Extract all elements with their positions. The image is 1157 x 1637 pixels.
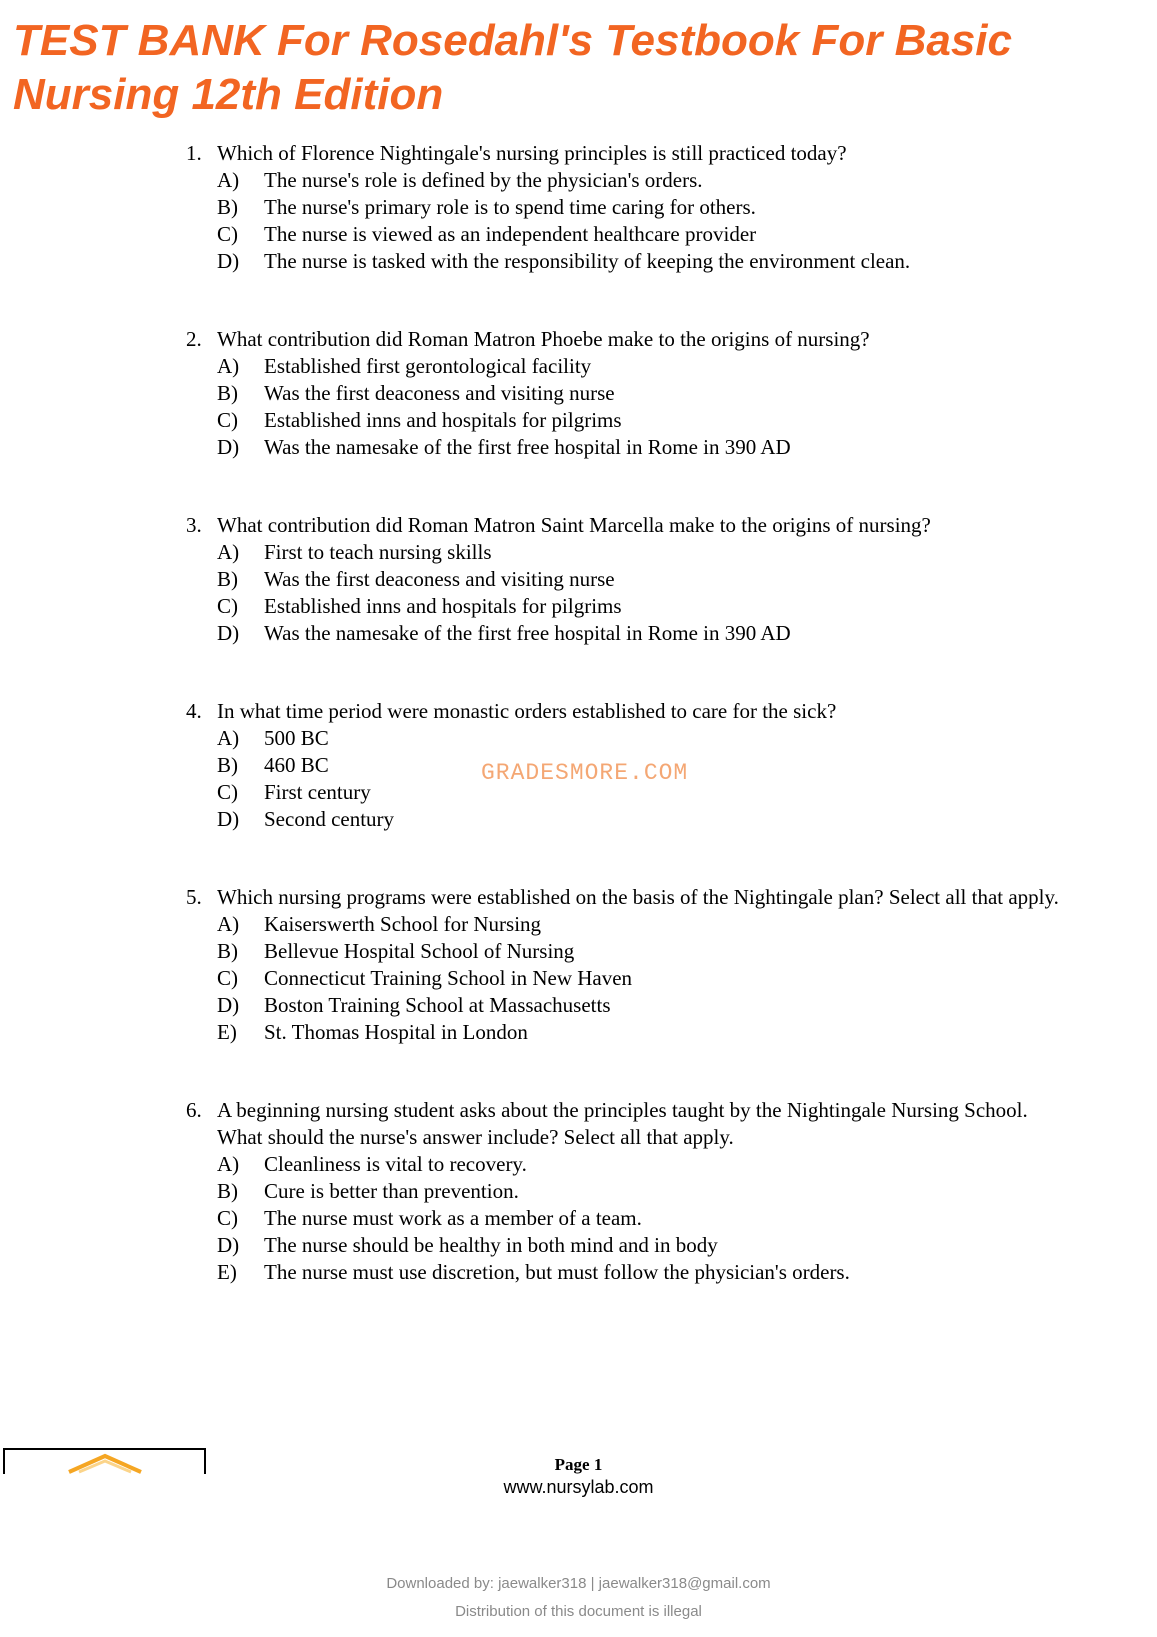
option-letter: C) bbox=[217, 594, 238, 618]
page-number: Page 1 bbox=[554, 1455, 603, 1474]
answer-option bbox=[186, 593, 1066, 620]
question-5 bbox=[186, 884, 1066, 1046]
site-url: www.nursylab.com bbox=[503, 1477, 654, 1497]
option-letter: C) bbox=[217, 1206, 238, 1230]
option-text: Cleanliness is vital to recovery. bbox=[264, 1152, 527, 1176]
download-notice: Downloaded by: jaewalker318 | jaewalker318@gmail.com bbox=[386, 1575, 771, 1592]
answer-option bbox=[186, 434, 1066, 461]
answer-option bbox=[186, 1205, 1066, 1232]
answer-option bbox=[186, 167, 1066, 194]
option-text: The nurse is viewed as an independent healthcare provider bbox=[264, 222, 757, 246]
option-text: Established first gerontological facility bbox=[264, 354, 592, 378]
question-1 bbox=[186, 140, 1066, 275]
option-text: Boston Training School at Massachusetts bbox=[264, 993, 611, 1017]
option-text: 460 BC bbox=[264, 753, 329, 777]
question-number: 2. bbox=[186, 327, 202, 351]
question-text: Which nursing programs were established on the basis of the Nightingale plan? Select all that apply. bbox=[217, 885, 1059, 909]
option-text: The nurse must work as a member of a team. bbox=[264, 1206, 642, 1230]
answer-option bbox=[186, 1178, 1066, 1205]
option-text: Established inns and hospitals for pilgrims bbox=[264, 594, 622, 618]
answer-option bbox=[186, 938, 1066, 965]
option-text: The nurse's role is defined by the physician's orders. bbox=[264, 168, 703, 192]
answer-option bbox=[186, 248, 1066, 275]
answer-option bbox=[186, 1151, 1066, 1178]
answer-option bbox=[186, 194, 1066, 221]
question-number: 3. bbox=[186, 513, 202, 537]
option-letter: B) bbox=[217, 1179, 238, 1203]
option-text: Kaiserswerth School for Nursing bbox=[264, 912, 542, 936]
option-letter: C) bbox=[217, 408, 238, 432]
option-letter: A) bbox=[217, 912, 240, 936]
option-text: Bellevue Hospital School of Nursing bbox=[264, 939, 575, 963]
option-text: Second century bbox=[264, 807, 395, 831]
document-title: TEST BANK For Rosedahl's Testbook For Basic Nursing 12th Edition bbox=[13, 16, 1012, 119]
question-text: Which of Florence Nightingale's nursing principles is still practiced today? bbox=[217, 141, 847, 165]
option-letter: A) bbox=[217, 1152, 240, 1176]
answer-option bbox=[186, 1019, 1066, 1046]
answer-option bbox=[186, 1232, 1066, 1259]
question-number: 4. bbox=[186, 699, 202, 723]
option-letter: C) bbox=[217, 966, 238, 990]
distribution-notice: Distribution of this document is illegal bbox=[455, 1603, 702, 1620]
question-number: 5. bbox=[186, 885, 202, 909]
option-text: The nurse is tasked with the responsibility of keeping the environment clean. bbox=[264, 249, 911, 273]
answer-option bbox=[186, 566, 1066, 593]
question-number: 1. bbox=[186, 141, 202, 165]
question-6 bbox=[186, 1097, 1066, 1286]
answer-option bbox=[186, 353, 1066, 380]
option-letter: D) bbox=[217, 435, 240, 459]
option-letter: B) bbox=[217, 381, 238, 405]
question-stem bbox=[186, 140, 1066, 167]
option-text: Was the namesake of the first free hospital in Rome in 390 AD bbox=[264, 621, 791, 645]
option-letter: A) bbox=[217, 726, 240, 750]
option-letter: A) bbox=[217, 168, 240, 192]
option-text: First to teach nursing skills bbox=[264, 540, 492, 564]
question-stem bbox=[186, 884, 1066, 911]
option-text: Connecticut Training School in New Haven bbox=[264, 966, 633, 990]
option-text: The nurse must use discretion, but must follow the physician's orders. bbox=[264, 1260, 850, 1284]
answer-option bbox=[186, 620, 1066, 647]
answer-option bbox=[186, 806, 1066, 833]
answer-option bbox=[186, 911, 1066, 938]
option-letter: B) bbox=[217, 567, 238, 591]
question-stem bbox=[186, 512, 1066, 539]
option-text: Established inns and hospitals for pilgrims bbox=[264, 408, 622, 432]
answer-option bbox=[186, 221, 1066, 248]
question-stem bbox=[186, 326, 1066, 353]
question-2 bbox=[186, 326, 1066, 461]
option-letter: D) bbox=[217, 249, 240, 273]
option-text: The nurse should be healthy in both mind and in body bbox=[264, 1233, 718, 1257]
option-text: The nurse's primary role is to spend time caring for others. bbox=[264, 195, 756, 219]
answer-option bbox=[186, 965, 1066, 992]
answer-option bbox=[186, 725, 1066, 752]
option-text: Cure is better than prevention. bbox=[264, 1179, 519, 1203]
option-letter: C) bbox=[217, 222, 238, 246]
question-number: 6. bbox=[186, 1098, 202, 1122]
option-letter: A) bbox=[217, 354, 240, 378]
option-letter: D) bbox=[217, 1233, 240, 1257]
option-letter: A) bbox=[217, 540, 240, 564]
option-text: First century bbox=[264, 780, 371, 804]
option-text: St. Thomas Hospital in London bbox=[264, 1020, 528, 1044]
answer-option bbox=[186, 380, 1066, 407]
answer-option bbox=[186, 992, 1066, 1019]
option-text: Was the first deaconess and visiting nurse bbox=[264, 381, 615, 405]
option-letter: B) bbox=[217, 939, 238, 963]
question-stem bbox=[186, 698, 1066, 725]
option-letter: B) bbox=[217, 195, 238, 219]
question-3 bbox=[186, 512, 1066, 647]
answer-option bbox=[186, 407, 1066, 434]
option-letter: B) bbox=[217, 753, 238, 777]
option-letter: E) bbox=[217, 1020, 237, 1044]
option-text: Was the namesake of the first free hospital in Rome in 390 AD bbox=[264, 435, 791, 459]
option-letter: D) bbox=[217, 621, 240, 645]
option-letter: E) bbox=[217, 1260, 237, 1284]
option-text: Was the first deaconess and visiting nurse bbox=[264, 567, 615, 591]
question-list bbox=[186, 140, 1066, 1286]
option-text: 500 BC bbox=[264, 726, 329, 750]
option-letter: D) bbox=[217, 807, 240, 831]
watermark-text: GRADESMORE.COM bbox=[481, 760, 689, 786]
answer-option bbox=[186, 539, 1066, 566]
option-letter: D) bbox=[217, 993, 240, 1017]
question-text: In what time period were monastic orders established to care for the sick? bbox=[217, 699, 837, 723]
question-text: What contribution did Roman Matron Phoebe make to the origins of nursing? bbox=[217, 327, 870, 351]
answer-option bbox=[186, 1259, 1066, 1286]
question-stem bbox=[186, 1097, 1066, 1151]
question-text: What contribution did Roman Matron Saint Marcella make to the origins of nursing? bbox=[217, 513, 931, 537]
option-letter: C) bbox=[217, 780, 238, 804]
question-text: A beginning nursing student asks about the principles taught by the Nightingale Nursing School. What should the nurse's answer include? Select all that apply. bbox=[217, 1098, 1028, 1149]
